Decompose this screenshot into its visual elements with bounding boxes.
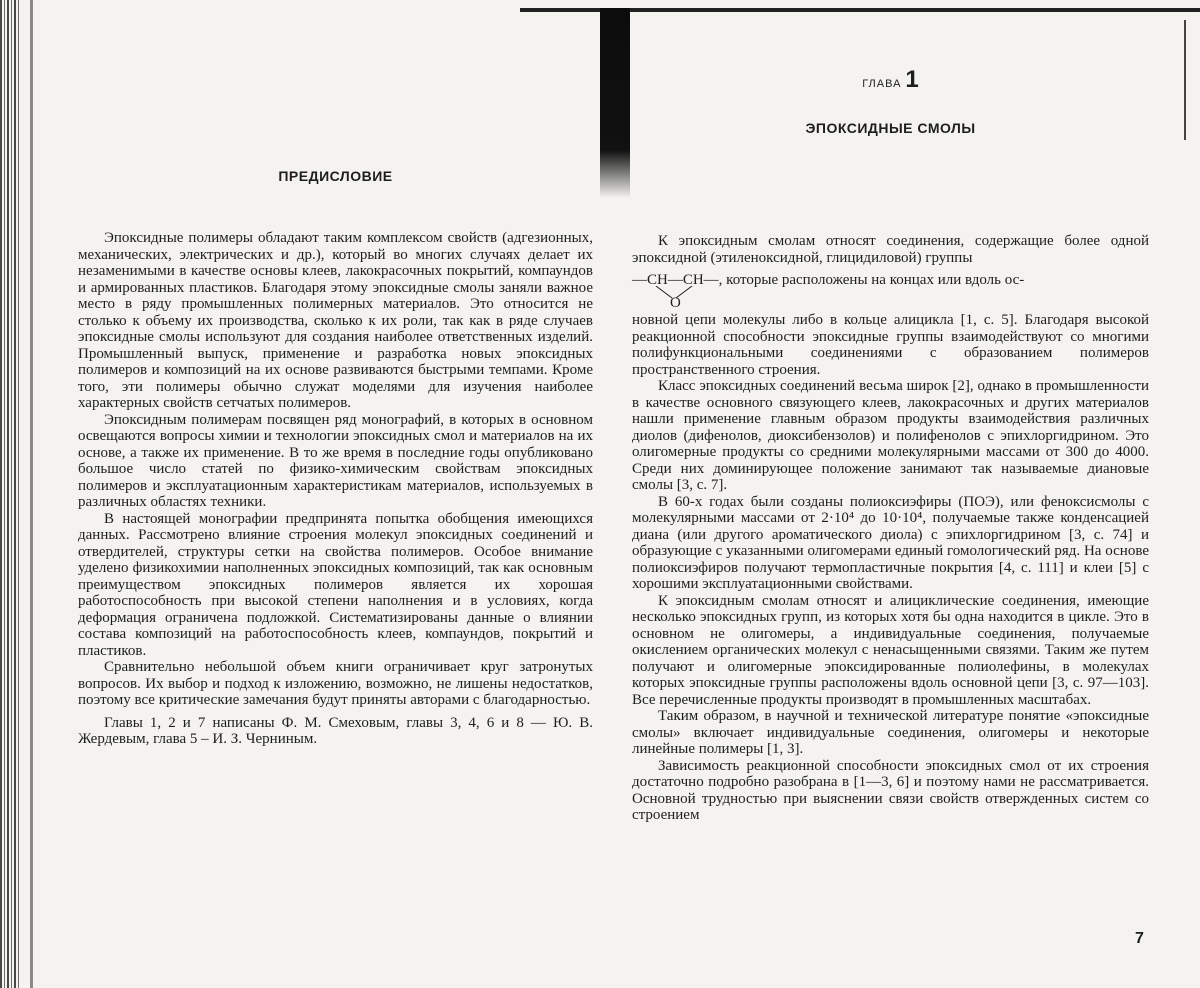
chapter-paragraph: новной цепи молекулы либо в кольце алицикла [1, с. 5]. Благодаря высокой реакционной способности эпоксидные группы взаимодействуют со многими полифункциональными соединениями с образованием полимеров пространственного строения. xyxy=(632,312,1149,378)
chapter-paragraph: Класс эпоксидных соединений весьма широк [2], однако в промышленности в качестве основного связующего клеев, лакокрасочных и других материалов нашли применение главным образом продукты взаимодействия различных диолов (дифенолов, диоксибензолов) и полифенолов с эпихлоргидрином. Это олигомерные продукты со средними молекулярными массами от 300 до 4000. Среди них доминирующее положение занимают так называемые диановые смолы [3, с. 7]. xyxy=(632,378,1149,493)
chapter-intro xyxy=(632,233,1149,266)
epoxy-group-formula xyxy=(632,272,1025,312)
preface-paragraph: Эпоксидные полимеры обладают таким комплексом свойств (адгезионных, механических, электрических и др.), который во многих случаях делает их незаменимыми в качестве основы клеев, лакокрасочных покрытий, компаундов и армированных пластиков. Благодаря этому эпоксидные смолы заняли важное место в ряду промышленных полимерных материалов. Это относится не столько к объему их производства, сколько к их роли, так как в ряде случаев эпоксидные смолы используют для создания наиболее ответственных изделий. Промышленный выпуск, применение и разработка новых эпоксидных полимеров и композиций на их основе развиваются быстрыми темпами. Кроме того, эти полимеры обычно служат моделями для изучения наиболее характерных свойств сетчатых полимеров. xyxy=(78,230,593,411)
preface-title: ПРЕДИСЛОВИЕ xyxy=(278,168,393,184)
chapter-heading xyxy=(632,66,1149,94)
preface-paragraph: Эпоксидным полимерам посвящен ряд монографий, в которых в основном освещаются вопросы химии и технологии эпоксидных смол и материалов на их основе, а также их применение. В то же время в последние годы опубликовано большое число статей по физико-химическим свойствам эпоксидных полимеров и эксплуатационным характеристикам материалов, используемых в различных областях техники. xyxy=(78,411,593,510)
authors-paragraph: Главы 1, 2 и 7 написаны Ф. М. Смеховым, главы 3, 4, 6 и 8 — Ю. В. Жердевым, глава 5 – И. З. Черниным. xyxy=(78,714,593,747)
chapter-label: ГЛАВА xyxy=(862,78,902,90)
scan-edge-right xyxy=(1184,20,1186,140)
scan-edge-left xyxy=(0,0,20,988)
page-number: 7 xyxy=(1135,930,1144,947)
formula-text: —CH—CH—, которые расположены на концах или вдоль ос- xyxy=(632,272,1025,288)
preface-body xyxy=(78,230,593,748)
chapter-paragraph: Зависимость реакционной способности эпоксидных смол от их строения достаточно подробно разобрана в [1—3, 6] и поэтому нами не рассматривается. Основной трудностью при выяснении связи свойств отвержденных систем со строением xyxy=(632,757,1149,823)
intro-paragraph: К эпоксидным смолам относят соединения, содержащие более одной эпоксидной (этиленоксидной, глицидиловой) группы xyxy=(632,233,1149,266)
chapter-number: 1 xyxy=(905,66,919,93)
preface-paragraph: В настоящей монографии предпринята попытка обобщения имеющихся данных. Рассмотрено влияние строения молекул эпоксидных соединений и отвердителей, структуры сетки на свойства полимеров. Особое внимание уделено физикохимии наполненных эпоксидных композиций, так как основным преимуществом эпоксидных полимеров является их хорошая работоспособность при высокой степени наполнения и в условиях, когда деформация ограничена подложкой. Систематизированы данные о влиянии состава композиций на работоспособность клеев, компаундов, покрытий и пластиков. xyxy=(78,510,593,659)
preface-paragraph: Сравнительно небольшой объем книги ограничивает круг затронутых вопросов. Их выбор и подход к изложению, возможно, не лишены недостатков, поэтому все критические замечания будут приняты авторами с благодарностью. xyxy=(78,659,593,708)
gutter-shadow xyxy=(600,8,630,198)
chapter-body xyxy=(632,312,1149,824)
formula-oxygen: O xyxy=(670,295,681,311)
chapter-paragraph: Таким образом, в научной и технической литературе понятие «эпоксидные смолы» включает индивидуальные соединения, олигомеры и некоторые линейные полимеры [1, 3]. xyxy=(632,708,1149,757)
chapter-paragraph: К эпоксидным смолам относят и алициклические соединения, имеющие несколько эпоксидных групп, из которых хотя бы одна находится в цикле. Это в основном не олигомеры, а индивидуальные соединения, получаемые окислением органических молекул с ненасыщенными связями. Таким же путем получают и олигомерные эпоксидированные полиолефины, в молекулах которых эпоксидные группы расположены вдоль основной цепи [3, с. 97—103]. Все перечисленные продукты производят в промышленных масштабах. xyxy=(632,592,1149,708)
chapter-paragraph: В 60-х годах были созданы полиоксиэфиры (ПОЭ), или феноксисмолы с молекулярными массами от 2·10⁴ до 10·10⁴, получаемые также конденсацией диана (или другого ароматического диола) с эпихлоргидрином [3, с. 74] и образующие с указанными олигомерами единый гомологический ряд. На основе полиоксиэфиров получают термопластичные покрытия [4, с. 111] и клеи [5] с хорошими эксплуатационными свойствами. xyxy=(632,493,1149,592)
scan-edge-line xyxy=(30,0,33,988)
chapter-title: ЭПОКСИДНЫЕ СМОЛЫ xyxy=(805,120,976,136)
